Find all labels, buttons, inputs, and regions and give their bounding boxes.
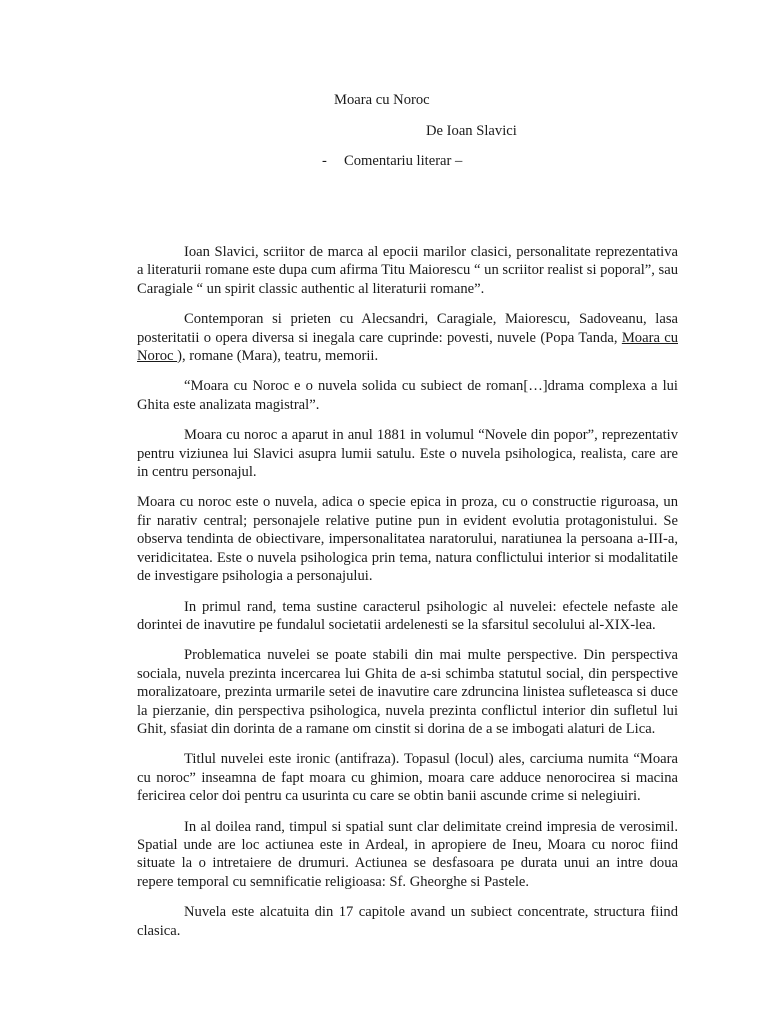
document-author: De Ioan Slavici: [426, 123, 517, 139]
paragraph-4: Moara cu noroc a aparut in anul 1881 in volumul “Novele din popor”, reprezentativ pentru viziunea lui Slavici asupra lumii satulu. Este o nuvela psihologica, realista, care are in centru personajul.: [137, 427, 678, 481]
paragraph-3: “Moara cu Noroc e o nuvela solida cu subiect de roman[…]drama complexa a lui Ghita este analizata magistral”.: [137, 378, 678, 413]
paragraph-10: Nuvela este alcatuita din 17 capitole avand un subiect concentrate, structura fiind clasica.: [137, 904, 678, 939]
paragraph-5: Moara cu noroc este o nuvela, adica o specie epica in proza, cu o constructie riguroasa, un fir narativ central; personajele relative putine pun in evident evolutia protagonistului. Se observa tendinta de obiectivare, impersonalitatea naratorului, naratiunea la persoana a-III-a, veridicitatea. Este o nuvela psihologica prin tema, natura conflictului interior si modalitatile de investigare psihologia a personajului.: [137, 494, 678, 585]
paragraph-8: Titlul nuvelei este ironic (antifraza). Topasul (locul) ales, carciuma numita “Moara cu noroc” inseamna de fapt moara cu ghimion, moara care adduce nenorocirea si macina fericirea celor doi pentru ca usurinta cu care se obtin banii ascunde crime si nelegiuiri.: [137, 751, 678, 805]
paragraph-7: Problematica nuvelei se poate stabili din mai multe perspective. Din perspectiva sociala, nuvela prezinta incercarea lui Ghita de a-si schimba statutul social, din perspective moralizatoare, prezinta urmarile setei de inavutire care zdruncina linistea sufleteasca si duce la pierzanie, din perspectiva psihologica, nuvela prezinta conflictul interior din sufletul lui Ghit, sfasiat din dorinta de a ramane om cinstit si dorina de a se imbogati alaturi de Lica.: [137, 647, 678, 737]
document-body: [137, 243, 678, 952]
underlined-title-moara-cu-noroc: Moara cu Noroc: [137, 329, 678, 365]
paragraph-1: Ioan Slavici, scriitor de marca al epocii marilor clasici, personalitate reprezentativa a literaturii romane este dupa cum afirma Titu Maiorescu “ un scriitor realist si poporal”, sau Caragiale “ un spirit classic authentic al literaturii romane”.: [137, 244, 678, 297]
subtitle-text: Comentariu literar –: [344, 153, 463, 169]
paragraph-2-before: Contemporan si prieten cu Alecsandri, Caragiale, Maiorescu, Sadoveanu, lasa posteritatii o opera diversa si inegala care cuprinde: povesti, nuvele (Popa Tanda,: [137, 311, 678, 346]
paragraph-2-after: ), romane (Mara), teatru, memorii.: [177, 348, 379, 365]
paragraph-2: [137, 310, 678, 365]
paragraph-6: In primul rand, tema sustine caracterul psihologic al nuvelei: efectele nefaste ale dorintei de inavutire pe fundalul societatii ardelenesti se la sfarsitul secolului al-XIX-lea.: [137, 598, 678, 633]
paragraph-9: In al doilea rand, timpul si spatial sunt clar delimitate creind impresia de verosimil. Spatial unde are loc actiunea este in Ardeal, in apropiere de Ineu, Moara cu noroc fiind situate la o intretaiere de drumuri. Actiunea se desfasoara pe durata unui an intre doua repere temporal cu semnificatie religioasa: Sf. Gheorghe si Pastele.: [137, 818, 678, 890]
document-title: Moara cu Noroc: [334, 92, 430, 108]
subtitle-dash: -: [322, 153, 327, 169]
document-subtitle: [322, 153, 462, 170]
